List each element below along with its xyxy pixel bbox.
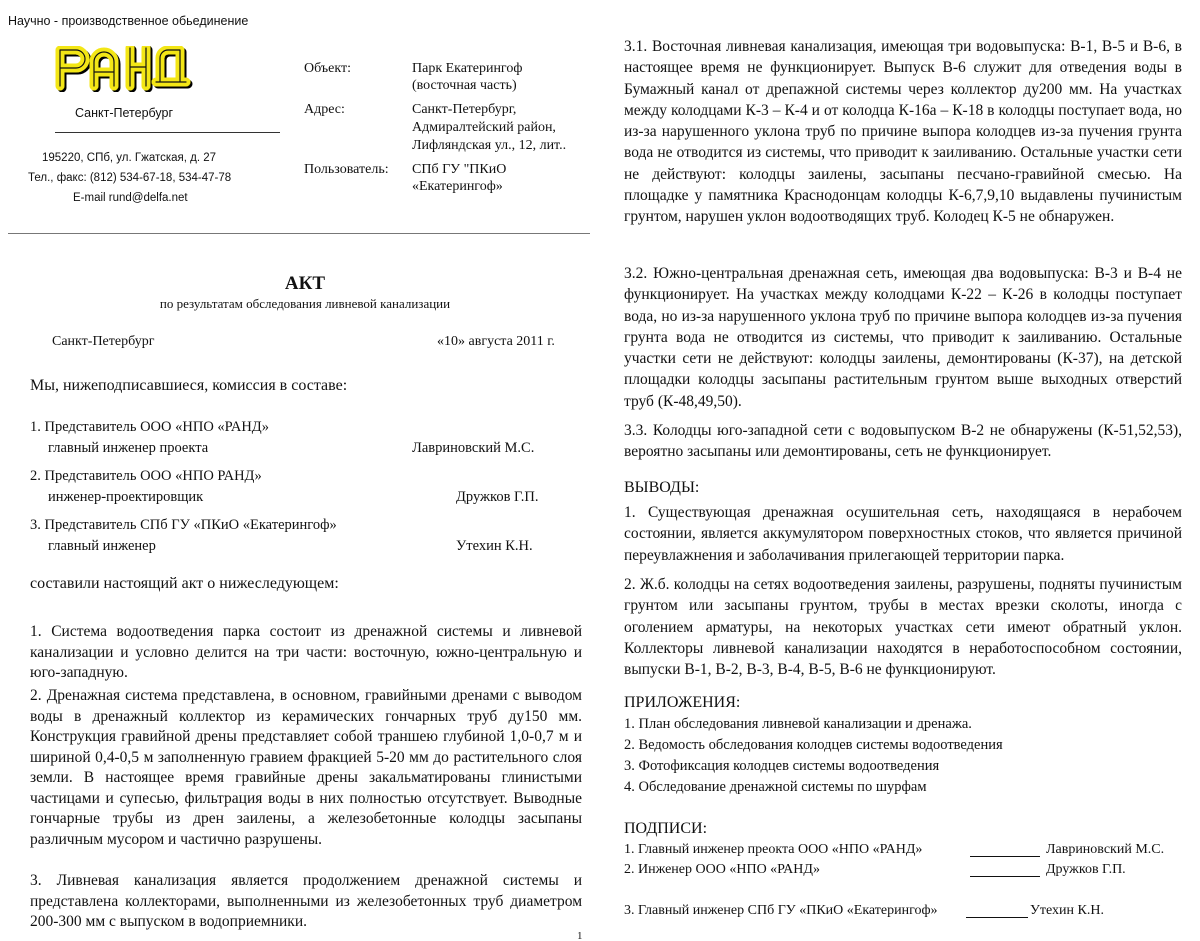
signature-2-name: Дружков Г.П. bbox=[1046, 862, 1126, 877]
composed-text: составили настоящий акт о нижеследующем: bbox=[30, 575, 339, 592]
signature-3-line bbox=[966, 917, 1028, 918]
signature-1-role: 1. Главный инженер преокта ООО «НПО «РАНД» bbox=[624, 842, 923, 857]
org-type-text: Научно - производственное обьединение bbox=[8, 14, 249, 28]
address-value-2: Адмиралтейский район, bbox=[412, 120, 556, 135]
paragraph-2: 2. Дренажная система представлена, в основном, гравийными дренами с выводом воды в дренажный коллектор из керамических гончарных труб ду150 мм. Конструкция гравийной дрены представляет собой траншею глубиной 1,0-0,7 м и шириной 0,4-0,5 м заполненную гравием фракцией 5-20 мм до растительного слоя земли. В настоящее время гравийные дрены закальматированы глинистыми частицами и супесью, фильтрация воды в них полностью отсутствует. Выводные гончарные трубы из дрен заилены, а железобетонные колодцы засыпаны различным мусором и частично разрушены. bbox=[30, 687, 582, 848]
address-label: Адрес: bbox=[304, 102, 345, 117]
act-title: АКТ bbox=[284, 273, 326, 294]
signature-2-role: 2. Инженер ООО «НПО «РАНД» bbox=[624, 862, 820, 877]
appendix-item-1: 1. План обследования ливневой канализации и дренажа. bbox=[624, 716, 972, 732]
header-email: E-mail rund@delfa.net bbox=[73, 192, 188, 204]
paragraph-3-3: 3.3. Колодцы юго-западной сети с водовыпуском В-2 не обнаружены (К-51,52,53), вероятно засыпаны или демонтированы, сеть не функционирует. bbox=[624, 422, 1182, 461]
appendix-item-2: 2. Ведомость обследования колодцев системы водоотведения bbox=[624, 737, 1003, 753]
user-value-1: СПб ГУ "ПКиО bbox=[412, 162, 507, 177]
paragraph-3-2: 3.2. Южно-центральная дренажная сеть, имеющая два водовыпуска: В-3 и В-4 не функционирует. На участках между колодцами К-22 – К-26 в колодцы поступает вода, но из-за нарушенного уклона труб по причине выпора колодцев из-за пучения грунта вода не отводится из системы, что приводит к заиливанию. Остальные участки сети не действуют: колодцы заилены, демонтированы (К-37), на детской площадки колодцы засыпаны растительным грунтом выше выходных отверстий труб (К-48,49,50). bbox=[624, 265, 1182, 410]
user-label: Пользователь: bbox=[304, 162, 389, 177]
signature-1-line bbox=[970, 856, 1040, 857]
member-2-line1: 2. Представитель ООО «НПО РАНД» bbox=[30, 468, 262, 484]
member-1-line1: 1. Представитель ООО «НПО «РАНД» bbox=[30, 419, 269, 435]
member-2-line2: инженер-проектировщик bbox=[48, 489, 204, 505]
appendices-title: ПРИЛОЖЕНИЯ: bbox=[624, 694, 741, 711]
object-label: Объект: bbox=[304, 61, 351, 76]
header-address: 195220, СПб, ул. Гжатская, д. 27 bbox=[42, 152, 217, 164]
address-value-1: Санкт-Петербург, bbox=[412, 102, 517, 117]
signature-1-name: Лавриновский М.С. bbox=[1046, 842, 1165, 857]
paragraph-1: 1. Система водоотведения парка состоит из дренажной системы и ливневой канализации и условно делится на три части: восточную, южно-центральную и юго-западную. bbox=[30, 623, 582, 681]
act-subtitle: по результатам обследования ливневой канализации bbox=[159, 296, 451, 311]
signatures-title: ПОДПИСИ: bbox=[624, 820, 708, 837]
signature-3-name: Утехин К.Н. bbox=[1030, 903, 1104, 918]
signature-2-line bbox=[970, 876, 1040, 877]
member-3-line1: 3. Представитель СПб ГУ «ПКиО «Екатерингоф» bbox=[30, 517, 337, 533]
object-value-1: Парк Екатерингоф bbox=[412, 61, 523, 76]
member-1-line2: главный инженер проекта bbox=[48, 440, 209, 456]
section-divider bbox=[8, 233, 590, 234]
member-1-name: Лавриновский М.С. bbox=[412, 440, 535, 456]
conclusion-1: 1. Существующая дренажная осушительная сеть, находящаяся в нерабочем состоянии, является аккумулятором поверхностных стоков, что является причиной переувлажнения и заболачивания прилегающей территории парка. bbox=[624, 504, 1182, 564]
header-city: Санкт-Петербург bbox=[75, 106, 174, 120]
appendix-item-3: 3. Фотофиксация колодцев системы водоотведения bbox=[624, 758, 940, 774]
header-divider bbox=[55, 132, 280, 133]
paragraph-3-1: 3.1. Восточная ливневая канализация, имеющая три водовыпуска: В-1, В-5 и В-6, в настоящее время не функционирует. Выпуск В-6 служит для отведения воды в Бумажный канал от дрепажной системы через коллектор ду200 мм. На участках между колодцами К-3 – К-4 и от колодца К-16а – К-18 в колодцы поступает вода, но из-за нарушенного уклона труб по причине выпора колодцев из-за пучения грунта вода не отводится из системы, что приводит к заиливанию. Остальные участки сети не действуют: колодцы заилены, засыпаны песчано-гравийной смесью. На площадке у памятника Краснодонцам колодцы К-6,7,9,10 выдавлены пучинистым грунтом, нарушен уклон водоотводящих труб. Колодец К-5 не обнаружен. bbox=[624, 38, 1182, 226]
member-3-line2: главный инженер bbox=[48, 538, 156, 554]
conclusions-title: ВЫВОДЫ: bbox=[624, 479, 700, 496]
user-value-2: «Екатерингоф» bbox=[412, 179, 503, 194]
document-page-right bbox=[600, 0, 1200, 941]
rand-logo bbox=[50, 36, 198, 92]
header-phone: Тел., факс: (812) 534-67-18, 534-47-78 bbox=[28, 172, 232, 184]
member-3-name: Утехин К.Н. bbox=[456, 538, 533, 554]
address-value-3: Лифляндская ул., 12, лит.. bbox=[412, 138, 567, 153]
member-2-name: Дружков Г.П. bbox=[456, 489, 539, 505]
commission-intro: Мы, нижеподписавшиеся, комиссия в составе: bbox=[30, 377, 348, 394]
object-value-2: (восточная часть) bbox=[412, 78, 517, 93]
act-date: «10» августа 2011 г. bbox=[437, 334, 555, 349]
page-number: 1 bbox=[577, 930, 583, 941]
conclusion-2: 2. Ж.б. колодцы на сетях водоотведения заилены, разрушены, подняты пучинистым грунтом или засыпаны грунтом, трубы в местах врезки сколоты, иногда с оголением арматуры, на некоторых участках сети имеют обратный уклон. Коллекторы ливневой канализации находятся в неработоспособном состоянии, выпуски В-1, В-2, В-3, В-4, В-5, В-6 не функционируют. bbox=[624, 576, 1182, 679]
act-place: Санкт-Петербург bbox=[52, 334, 155, 349]
signature-3-role: 3. Главный инженер СПб ГУ «ПКиО «Екатерингоф» bbox=[624, 903, 938, 918]
appendix-item-4: 4. Обследование дренажной системы по шурфам bbox=[624, 779, 927, 795]
paragraph-3: 3. Ливневая канализация является продолжением дренажной системы и представлена коллекторами, выполненными из железобетонных труб диаметром 200-300 мм с выпуском в водоприемники. bbox=[30, 872, 582, 930]
